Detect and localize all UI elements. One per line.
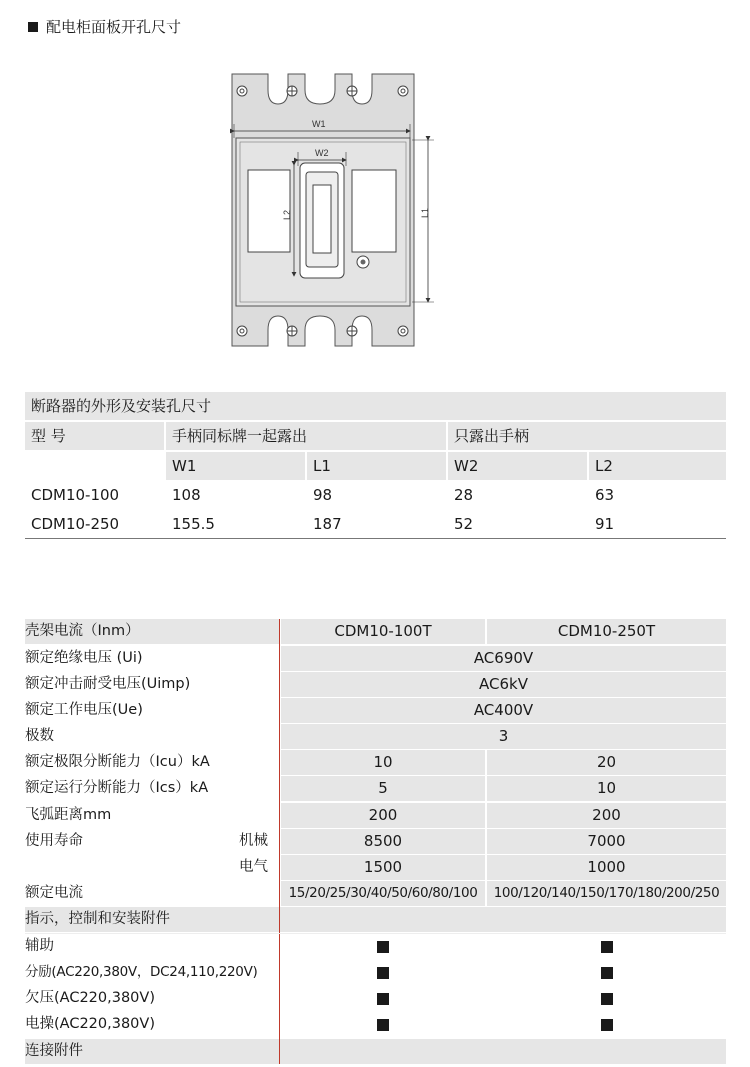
- row-value-a: 15/20/25/30/40/50/60/80/100: [288, 885, 478, 901]
- header-group-a: 手柄同标牌一起露出: [172, 427, 308, 445]
- row-l1: 98: [313, 486, 333, 504]
- check-mark-icon: [487, 986, 726, 1011]
- l1-label: L1: [420, 207, 430, 218]
- l2-label: L2: [282, 209, 292, 220]
- row-value-a: 5: [378, 779, 388, 797]
- row-w1: 155.5: [172, 515, 215, 533]
- table-row: [25, 776, 726, 801]
- w1-label: W1: [312, 119, 326, 129]
- table-row: [25, 1012, 726, 1037]
- table1-subheader-row: [25, 452, 726, 480]
- row-label: 辅助: [25, 938, 54, 954]
- table-row: [25, 855, 726, 880]
- row-value-b: 100/120/140/150/170/180/200/250: [493, 885, 720, 901]
- table-row: [25, 829, 726, 854]
- row-value: 3: [498, 727, 509, 745]
- row-mark-b: [601, 1019, 613, 1031]
- check-mark-icon: [281, 934, 485, 959]
- table-row: [25, 750, 726, 775]
- w2-label: W2: [315, 148, 329, 158]
- row-value-b: 7000: [587, 832, 626, 850]
- check-mark-icon: [281, 1012, 485, 1037]
- row-label: 额定极限分断能力（Icu）kA: [25, 754, 210, 770]
- table-row: [25, 724, 726, 749]
- row-mark-a: [377, 993, 389, 1005]
- row-mark-a: [377, 1019, 389, 1031]
- table-row: [25, 672, 726, 697]
- row-label: 使用寿命: [25, 833, 83, 849]
- table1-title: 断路器的外形及安装孔尺寸: [31, 397, 212, 415]
- header-model: 型 号: [31, 427, 66, 445]
- column-divider: [279, 619, 280, 1064]
- row-value: AC6kV: [479, 675, 528, 693]
- section-title-text: 配电柜面板开孔尺寸: [46, 18, 182, 36]
- table1-header-row: [25, 422, 726, 450]
- row-value: AC400V: [473, 701, 534, 719]
- row-value-a: 200: [368, 806, 398, 824]
- table-row: [25, 803, 726, 828]
- row-mark-b: [601, 993, 613, 1005]
- subheader-w2: W2: [454, 457, 479, 475]
- row-label: 分励(AC220,380V，DC24,110,220V): [25, 964, 258, 980]
- table1-title-row: [25, 392, 726, 420]
- row-w1: 108: [172, 486, 201, 504]
- check-mark-icon: [487, 960, 726, 985]
- check-mark-icon: [281, 986, 485, 1011]
- table2-header-row: [25, 619, 726, 644]
- row-sublabel: 机械: [239, 833, 268, 849]
- subheader-w1: W1: [172, 457, 197, 475]
- row-label: 极数: [25, 728, 54, 744]
- header-col-a: CDM10-100T: [334, 622, 432, 640]
- subheader-l1: L1: [313, 457, 331, 475]
- table-row: [25, 698, 726, 723]
- row-label: 额定运行分断能力（Ics）kA: [25, 780, 209, 796]
- row-label: 额定工作电压(Ue): [25, 702, 143, 718]
- row-value-a: 1500: [363, 858, 403, 876]
- row-mark-a: [377, 941, 389, 953]
- row-value-b: 1000: [587, 858, 626, 876]
- header-group-b: 只露出手柄: [454, 427, 530, 445]
- accessories-section-row: [25, 907, 726, 932]
- check-mark-icon: [281, 960, 485, 985]
- row-value-a: 8500: [363, 832, 403, 850]
- row-label: 欠压(AC220,380V): [25, 990, 155, 1006]
- row-label: 额定绝缘电压 (Ui): [25, 650, 143, 666]
- row-l1: 187: [313, 515, 342, 533]
- header-col-b: CDM10-250T: [557, 622, 656, 640]
- check-mark-icon: [487, 1012, 726, 1037]
- row-mark-b: [601, 941, 613, 953]
- subheader-l2: L2: [595, 457, 613, 475]
- row-model: CDM10-100: [31, 486, 120, 504]
- row-value-b: 200: [592, 806, 621, 824]
- row-mark-b: [601, 967, 613, 979]
- connection-section-title: 连接附件: [25, 1043, 83, 1059]
- check-mark-icon: [487, 934, 726, 959]
- table-row: [25, 960, 726, 985]
- row-l2: 63: [595, 486, 615, 504]
- table-row: [25, 646, 726, 671]
- row-model: CDM10-250: [31, 515, 120, 533]
- row-value: AC690V: [473, 649, 534, 667]
- row-label: 电操(AC220,380V): [25, 1016, 155, 1032]
- table-row: [25, 986, 726, 1011]
- connection-section-row: [25, 1039, 726, 1064]
- table-row: [25, 934, 726, 959]
- row-value-b: 10: [596, 779, 617, 797]
- row-value-b: 20: [596, 753, 617, 771]
- row-w2: 52: [454, 515, 474, 533]
- header-label: 壳架电流（Inm）: [25, 623, 140, 639]
- row-sublabel: 电气: [239, 859, 268, 875]
- panel-cutout-diagram: [0, 0, 750, 380]
- table-row: [25, 481, 726, 509]
- row-label: 飞弧距离mm: [25, 807, 112, 823]
- row-w2: 28: [454, 486, 474, 504]
- table-row: [25, 510, 726, 539]
- row-label: 额定冲击耐受电压(Uimp): [25, 676, 191, 692]
- table-row: [25, 881, 726, 906]
- row-label: 额定电流: [25, 885, 83, 901]
- accessories-section-title: 指示，控制和安装附件: [25, 911, 170, 927]
- row-mark-a: [377, 967, 389, 979]
- row-value-a: 10: [373, 753, 393, 771]
- row-l2: 91: [595, 515, 615, 533]
